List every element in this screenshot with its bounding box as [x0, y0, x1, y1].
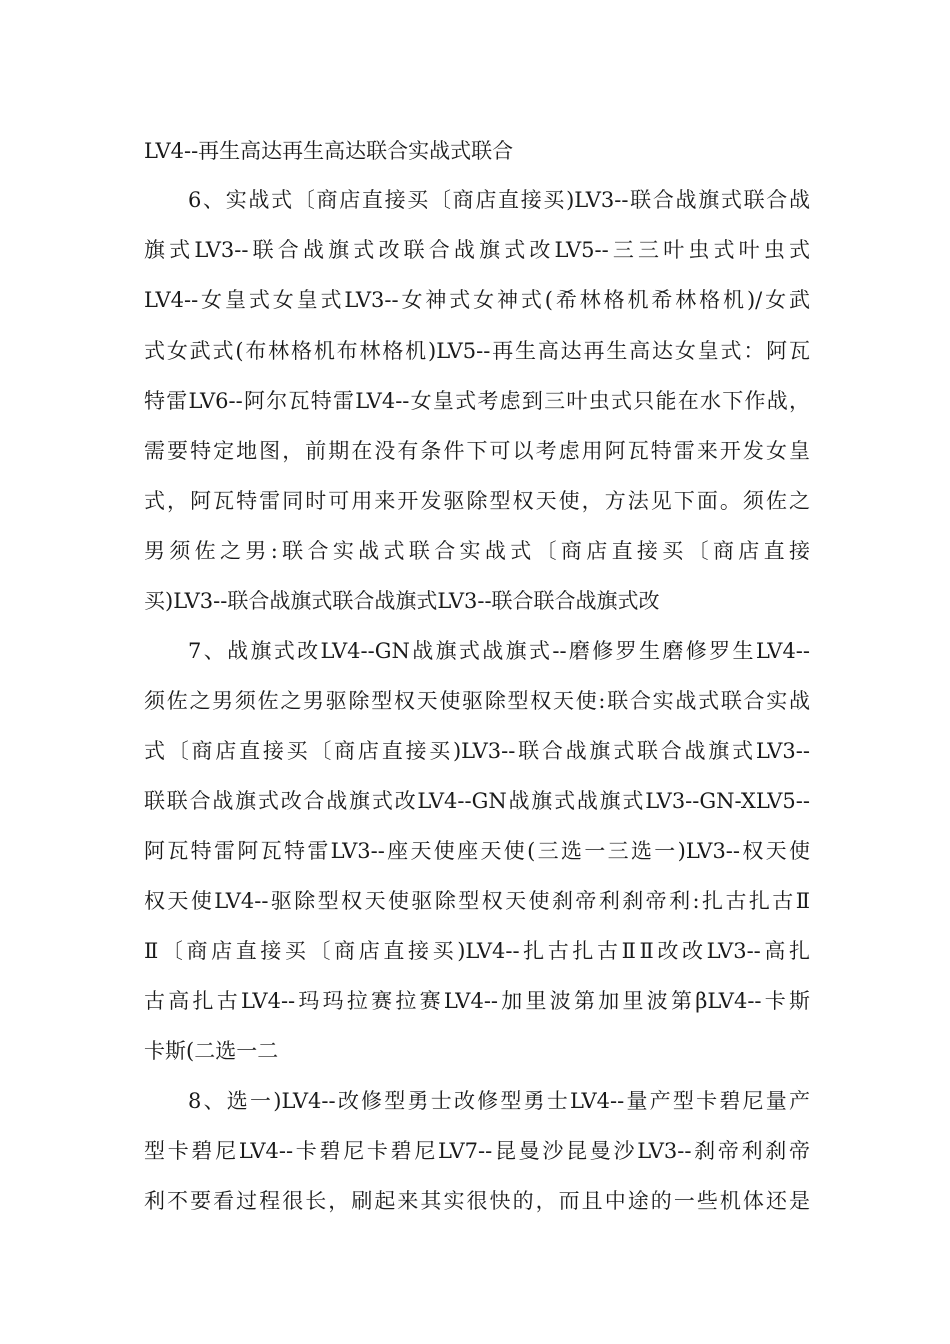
paragraph-7-line: 7、战旗式改LV4--GN战旗式战旗式--磨修罗生磨修罗生LV4-- — [188, 639, 810, 663]
paragraph-8-line: 8、选一)LV4--改修型勇士改修型勇士LV4--量产型卡碧尼量产 — [188, 1089, 810, 1113]
text-line: 权天使LV4--驱除型权天使驱除型权天使刹帝利刹帝利:扎古扎古Ⅱ — [144, 889, 810, 913]
text-line: 式女武式(布林格机布林格机)LV5--再生高达再生高达女皇式：阿瓦 — [144, 339, 810, 363]
text-line: 卡斯(二选一二 — [144, 1039, 279, 1063]
text-line: Ⅱ〔商店直接买〔商店直接买)LV4--扎古扎古ⅡⅡ改改LV3--高扎 — [144, 939, 810, 963]
text-line: LV4--再生高达再生高达联合实战式联合 — [144, 139, 514, 163]
text-line: 须佐之男须佐之男驱除型权天使驱除型权天使:联合实战式联合实战 — [144, 689, 810, 713]
text-line: 联联合战旗式改合战旗式改LV4--GN战旗式战旗式LV3--GN-XLV5-- — [144, 789, 810, 813]
text-line: 旗式LV3--联合战旗式改联合战旗式改LV5--三三叶虫式叶虫式 — [144, 238, 810, 262]
text-line: 型卡碧尼LV4--卡碧尼卡碧尼LV7--昆曼沙昆曼沙LV3--刹帝利刹帝 — [144, 1139, 810, 1163]
text-line: 古高扎古LV4--玛玛拉赛拉赛LV4--加里波第加里波第βLV4--卡斯 — [144, 989, 810, 1013]
text-line: 特雷LV6--阿尔瓦特雷LV4--女皇式考虑到三叶虫式只能在水下作战， — [144, 389, 810, 413]
text-line: 利不要看过程很长，刷起来其实很快的，而且中途的一些机体还是 — [144, 1189, 810, 1213]
text-line: 式，阿瓦特雷同时可用来开发驱除型权天使，方法见下面。须佐之 — [144, 489, 810, 513]
text-line: 买)LV3--联合战旗式联合战旗式LV3--联合联合战旗式改 — [144, 589, 660, 613]
text-line: 需要特定地图，前期在没有条件下可以考虑用阿瓦特雷来开发女皇 — [144, 439, 810, 463]
text-line: 阿瓦特雷阿瓦特雷LV3--座天使座天使(三选一三选一)LV3--权天使 — [144, 839, 810, 863]
text-line: 男须佐之男:联合实战式联合实战式〔商店直接买〔商店直接 — [144, 539, 810, 563]
text-line: 式〔商店直接买〔商店直接买)LV3--联合战旗式联合战旗式LV3-- — [144, 739, 810, 763]
paragraph-6-line: 6、实战式〔商店直接买〔商店直接买)LV3--联合战旗式联合战 — [188, 188, 810, 212]
text-line: LV4--女皇式女皇式LV3--女神式女神式(希林格机希林格机)/女武 — [144, 288, 810, 312]
